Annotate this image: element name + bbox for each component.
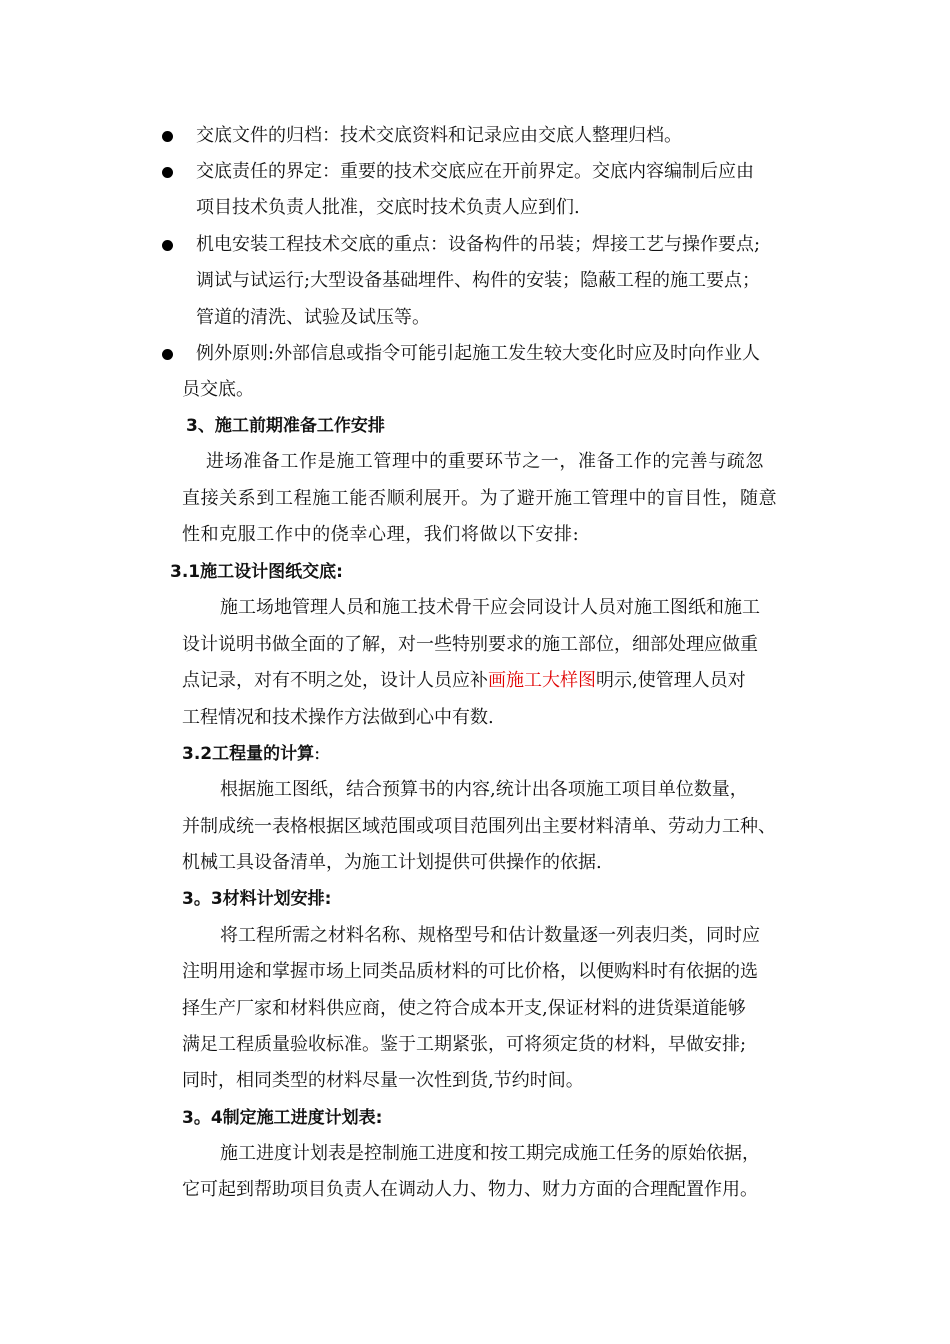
bullet-line: 管道的清洗、试验及试压等。 <box>196 307 430 328</box>
bullet-line: 机电安装工程技术交底的重点：设备构件的吊装；焊接工艺与操作要点; <box>196 234 761 255</box>
paragraph-line: 并制成统一表格根据区域范围或项目范围列出主要材料清单、劳动力工种、 <box>182 816 776 837</box>
paragraph-line: 施工场地管理人员和施工技术骨干应会同设计人员对施工图纸和施工 <box>220 597 760 618</box>
subsection-heading <box>182 740 320 768</box>
paragraph-line: 设计说明书做全面的了解，对一些特别要求的施工部位，细部处理应做重 <box>182 634 758 655</box>
subsection-heading: 3。4制定施工进度计划表: <box>182 1108 383 1128</box>
paragraph-line: 择生产厂家和材料供应商，使之符合成本开支,保证材料的进货渠道能够 <box>182 998 746 1019</box>
bullet-line: 员交底。 <box>182 379 254 400</box>
bullet-dot-icon <box>162 131 173 142</box>
bullet-line: 调试与试运行;大型设备基础埋件、构件的安装；隐蔽工程的施工要点； <box>196 270 761 291</box>
paragraph-line: 工程情况和技术操作方法做到心中有数. <box>182 707 494 728</box>
paragraph-line: 满足工程质量验收标准。鉴于工期紧张，可将须定货的材料，早做安排; <box>182 1034 747 1055</box>
paragraph-line: 将工程所需之材料名称、规格型号和估计数量逐一列表归类，同时应 <box>220 925 760 946</box>
section-heading: 3、施工前期准备工作安排 <box>186 416 385 436</box>
bullet-dot-icon <box>162 167 173 178</box>
paragraph-line <box>182 667 746 695</box>
text-run: 点记录，对有不明之处，设计人员应补 <box>182 670 488 691</box>
highlighted-text: 画施工大样图 <box>488 670 596 691</box>
heading-colon: : <box>314 743 321 764</box>
bullet-dot-icon <box>162 349 173 360</box>
subsection-heading: 3。3材料计划安排: <box>182 889 332 909</box>
paragraph-line: 它可起到帮助项目负责人在调动人力、物力、财力方面的合理配置作用。 <box>182 1179 758 1200</box>
paragraph-line: 性和克服工作中的侥幸心理，我们将做以下安排: <box>182 524 580 545</box>
paragraph-line: 进场准备工作是施工管理中的重要环节之一，准备工作的完善与疏忽 <box>206 451 764 472</box>
paragraph-line: 施工进度计划表是控制施工进度和按工期完成施工任务的原始依据， <box>220 1143 760 1164</box>
paragraph-line: 根据施工图纸，结合预算书的内容,统计出各项施工项目单位数量， <box>220 779 748 800</box>
bullet-line: 项目技术负责人批准，交底时技术负责人应到们. <box>196 197 580 218</box>
paragraph-line: 同时，相同类型的材料尽量一次性到货,节约时间。 <box>182 1070 584 1091</box>
paragraph-line: 注明用途和掌握市场上同类品质材料的可比价格，以便购料时有依据的选 <box>182 961 758 982</box>
paragraph-line: 直接关系到工程施工能否顺利展开。为了避开施工管理中的盲目性，随意 <box>182 488 778 509</box>
subsection-heading: 3.1施工设计图纸交底: <box>170 562 343 582</box>
bullet-line: 交底文件的归档：技术交底资料和记录应由交底人整理归档。 <box>196 125 682 146</box>
paragraph-line: 机械工具设备清单，为施工计划提供可供操作的依据. <box>182 852 602 873</box>
subsection-heading-text: 3.2工程量的计算 <box>182 744 315 764</box>
bullet-line: 交底责任的界定：重要的技术交底应在开前界定。交底内容编制后应由 <box>196 161 754 182</box>
bullet-line: 例外原则:外部信息或指令可能引起施工发生较大变化时应及时向作业人 <box>196 343 761 364</box>
text-run: 明示,使管理人员对 <box>596 670 746 691</box>
bullet-dot-icon <box>162 240 173 251</box>
